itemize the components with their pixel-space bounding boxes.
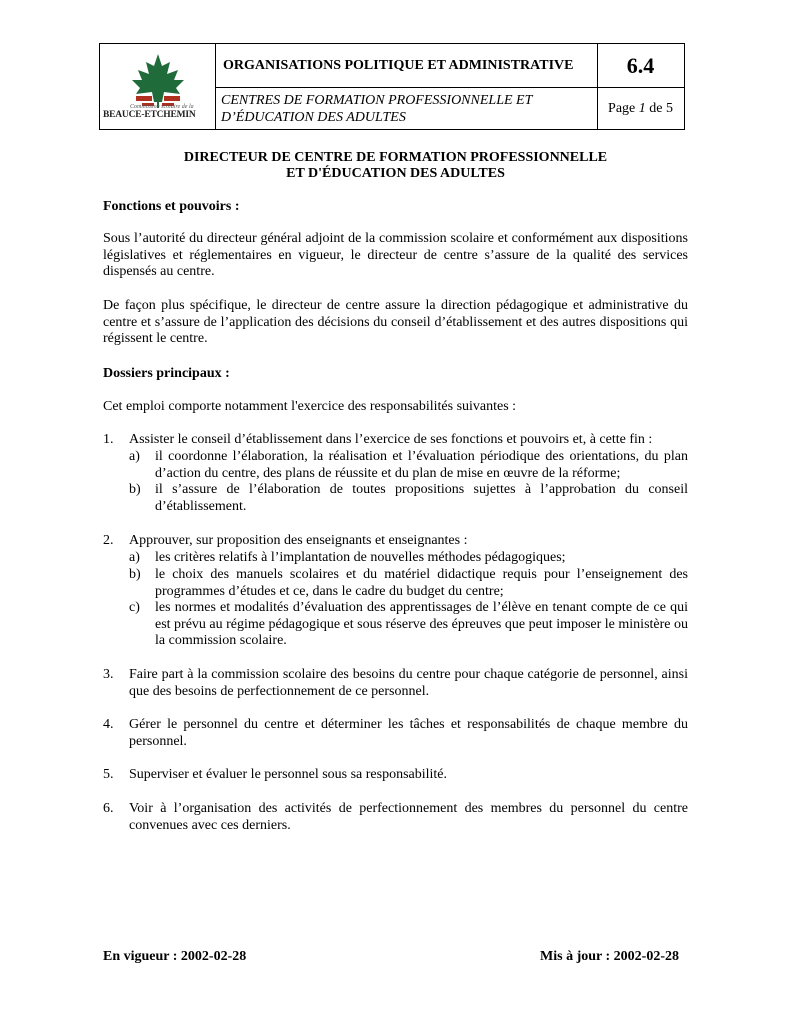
subitem-letter: b): [129, 567, 141, 582]
fonctions-paragraph-1: Sous l’autorité du directeur général adjoint de la commission scolaire et conformément aux dispositions législatives et réglementaires en vigueur, le directeur de centre s’assure de la qualité des services dispensés au centre.: [103, 231, 688, 279]
subitem-letter: a): [129, 449, 140, 464]
page-indicator: [597, 101, 684, 117]
logo-text-line1: Commission scolaire de la: [130, 104, 194, 110]
document-title-line2: ET D'ÉDUCATION DES ADULTES: [286, 166, 505, 181]
subitem-letter: c): [129, 600, 140, 615]
list-item-number: 1.: [103, 432, 114, 447]
list-item-text: Faire part à la commission scolaire des besoins du centre pour chaque catégorie de personnel, ainsi que des besoins de perfectionnement de ce personnel.: [129, 667, 688, 699]
subitem-text: il coordonne l’élaboration, la réalisation et l’évaluation périodique des orientations, du plan d’action du centre, des plans de réussite et du plan de mise en œuvre de la réforme;: [155, 449, 688, 481]
document-title: [0, 150, 791, 182]
list-item-number: 5.: [103, 767, 114, 782]
dossiers-intro: Cet emploi comporte notamment l'exercice des responsabilités suivantes :: [103, 399, 517, 414]
list-item-text: Gérer le personnel du centre et déterminer les tâches et responsabilités de chaque membre du personnel.: [129, 717, 688, 749]
list-item-number: 3.: [103, 667, 114, 682]
section-title: ORGANISATIONS POLITIQUE ET ADMINISTRATIVE: [223, 58, 574, 73]
list-item-text: Voir à l’organisation des activités de perfectionnement des membres du personnel du centre convenues avec ces derniers.: [129, 801, 688, 833]
page-label: Page: [608, 101, 636, 116]
subitem-letter: b): [129, 482, 141, 497]
subsection-title-line1: CENTRES DE FORMATION PROFESSIONNELLE ET: [221, 93, 533, 108]
header-divider: [215, 87, 684, 88]
subitem-text: il s’assure de l’élaboration de toutes propositions sujettes à l’approbation du conseil d’établissement.: [155, 482, 688, 514]
subsection-title-line2: D’ÉDUCATION DES ADULTES: [221, 110, 406, 125]
page-of: de 5: [649, 101, 673, 116]
list-item-number: 2.: [103, 533, 114, 548]
subitem-text: le choix des manuels scolaires et du matériel didactique requis pour l’enseignement des programmes d’études et ce, dans le cadre du budget du centre;: [155, 567, 688, 599]
dossiers-heading: Dossiers principaux :: [103, 366, 230, 381]
fonctions-heading: Fonctions et pouvoirs :: [103, 199, 240, 214]
list-item-text: Assister le conseil d’établissement dans l’exercice de ses fonctions et pouvoirs et, à cette fin :: [129, 432, 653, 447]
fonctions-paragraph-2: De façon plus spécifique, le directeur de centre assure la direction pédagogique et administrative du centre et s’assure de l’application des décisions du conseil d’établissement et des autres dispositions qui régissent le centre.: [103, 298, 688, 346]
subitem-letter: a): [129, 550, 140, 565]
list-item-text: Superviser et évaluer le personnel sous sa responsabilité.: [129, 767, 448, 782]
logo-cell: [100, 44, 216, 129]
page-current: 1: [638, 101, 646, 116]
footer-effective-date: En vigueur : 2002-02-28: [103, 949, 247, 964]
subsection-title: [221, 92, 532, 126]
section-number: 6.4: [626, 53, 655, 78]
document-header: [99, 43, 685, 130]
list-item-number: 4.: [103, 717, 114, 732]
list-item-text: Approuver, sur proposition des enseignants et enseignantes :: [129, 533, 468, 548]
list-item-number: 6.: [103, 801, 114, 816]
document-title-line1: DIRECTEUR DE CENTRE DE FORMATION PROFESSIONNELLE: [183, 150, 608, 165]
subitem-text: les normes et modalités d’évaluation des apprentissages de l’élève en tenant compte de ce qui est prévu au régime pédagogique et sous réserve des épreuves que peut imposer le ministère ou la commission scolaire.: [155, 600, 688, 648]
logo-text-line2: BEAUCE-ETCHEMIN: [103, 110, 196, 120]
footer-updated-date: Mis à jour : 2002-02-28: [540, 949, 679, 964]
subitem-text: les critères relatifs à l’implantation de nouvelles méthodes pédagogiques;: [155, 550, 566, 565]
